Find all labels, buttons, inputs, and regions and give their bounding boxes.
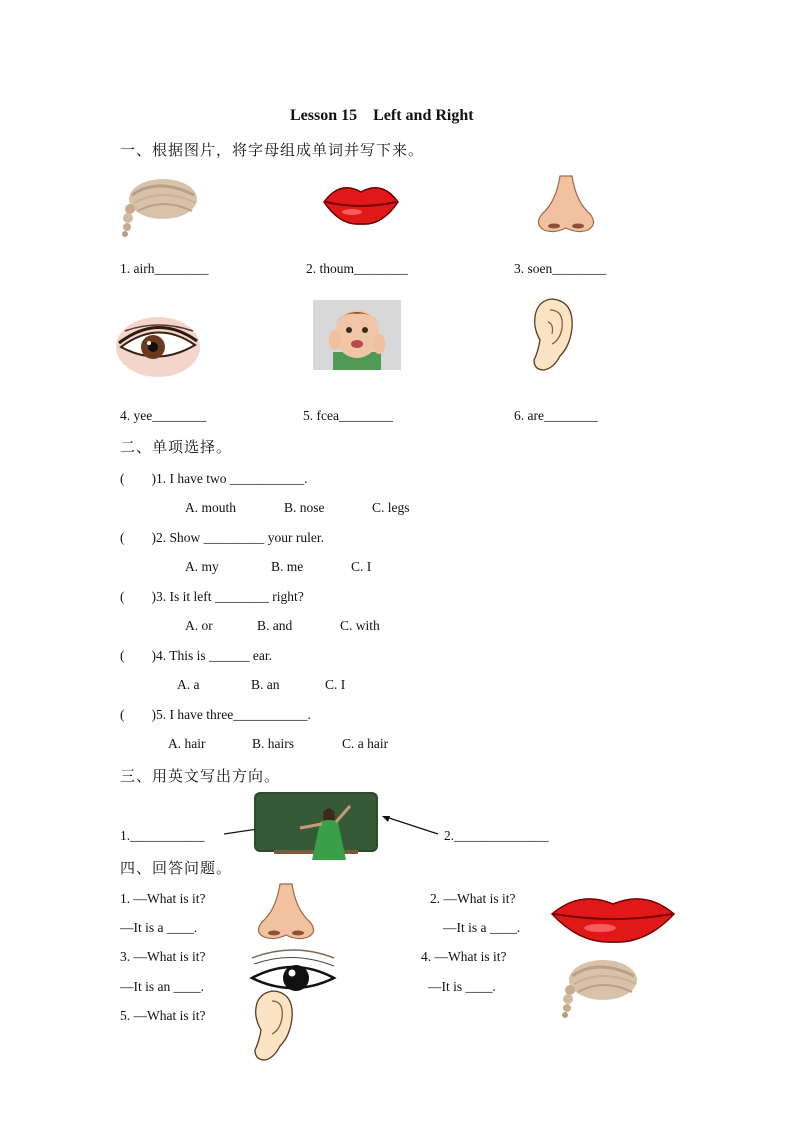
section1-heading: 一、根据图片，将字母组成单词并写下来。 — [120, 141, 425, 159]
nose-icon — [250, 882, 322, 942]
question-4: ( )4. This is ______ ear. — [120, 648, 272, 663]
direction-blank-1: 1.___________ — [120, 828, 205, 843]
ear-icon — [250, 988, 296, 1064]
answer-q5: 5. —What is it? — [120, 1008, 206, 1023]
direction-blank-2: 2.______________ — [444, 828, 549, 843]
q1-option-a: A. mouth — [185, 500, 237, 515]
lips-icon — [550, 888, 676, 946]
q5-option-b: B. hairs — [252, 736, 294, 751]
right-arrow-icon — [380, 814, 440, 836]
q2-option-a: A. my — [185, 559, 219, 574]
q3-option-b: B. and — [257, 618, 293, 633]
q1-option-b: B. nose — [284, 500, 325, 515]
unscramble-item-2: 2. thoum________ — [306, 261, 409, 276]
unscramble-item-4: 4. yee________ — [120, 408, 207, 423]
question-1: ( )1. I have two ___________. — [120, 471, 308, 486]
answer-q4: 4. —What is it? — [421, 949, 507, 964]
eye-icon — [115, 313, 201, 379]
answer-q3: 3. —What is it? — [120, 949, 206, 964]
question-2: ( )2. Show _________ your ruler. — [120, 530, 324, 545]
question-3: ( )3. Is it left ________ right? — [120, 589, 304, 604]
answer-q1: 1. —What is it? — [120, 891, 206, 906]
page-title: Lesson 15 Left and Right — [290, 107, 474, 124]
nose-icon — [530, 174, 602, 236]
section4-heading: 四、回答问题。 — [120, 859, 233, 877]
q4-option-b: B. an — [251, 677, 280, 692]
answer-a1: —It is a ____. — [120, 920, 198, 935]
answer-q2: 2. —What is it? — [430, 891, 516, 906]
hair-icon — [118, 173, 200, 239]
q2-option-c: C. I — [351, 559, 372, 574]
question-5: ( )5. I have three___________. — [120, 707, 311, 722]
unscramble-item-6: 6. are________ — [514, 408, 598, 423]
q5-option-c: C. a hair — [342, 736, 389, 751]
section3-heading: 三、用英文写出方向。 — [120, 767, 281, 785]
q4-option-c: C. I — [325, 677, 346, 692]
answer-a4: —It is ____. — [428, 979, 496, 994]
unscramble-item-3: 3. soen________ — [514, 261, 607, 276]
lips-icon — [322, 178, 400, 228]
ear-icon — [528, 296, 576, 374]
child-face-photo — [313, 300, 401, 370]
answer-a3: —It is an ____. — [120, 979, 204, 994]
unscramble-item-1: 1. airh________ — [120, 261, 209, 276]
q4-option-a: A. a — [177, 677, 200, 692]
section2-heading: 二、单项选择。 — [120, 438, 233, 456]
q3-option-a: A. or — [185, 618, 213, 633]
q2-option-b: B. me — [271, 559, 304, 574]
answer-a2: —It is a ____. — [443, 920, 521, 935]
blackboard-girl-image — [254, 792, 378, 860]
q3-option-c: C. with — [340, 618, 380, 633]
q5-option-a: A. hair — [168, 736, 206, 751]
q1-option-c: C. legs — [372, 500, 410, 515]
hair-icon — [558, 954, 640, 1020]
unscramble-item-5: 5. fcea________ — [303, 408, 393, 423]
